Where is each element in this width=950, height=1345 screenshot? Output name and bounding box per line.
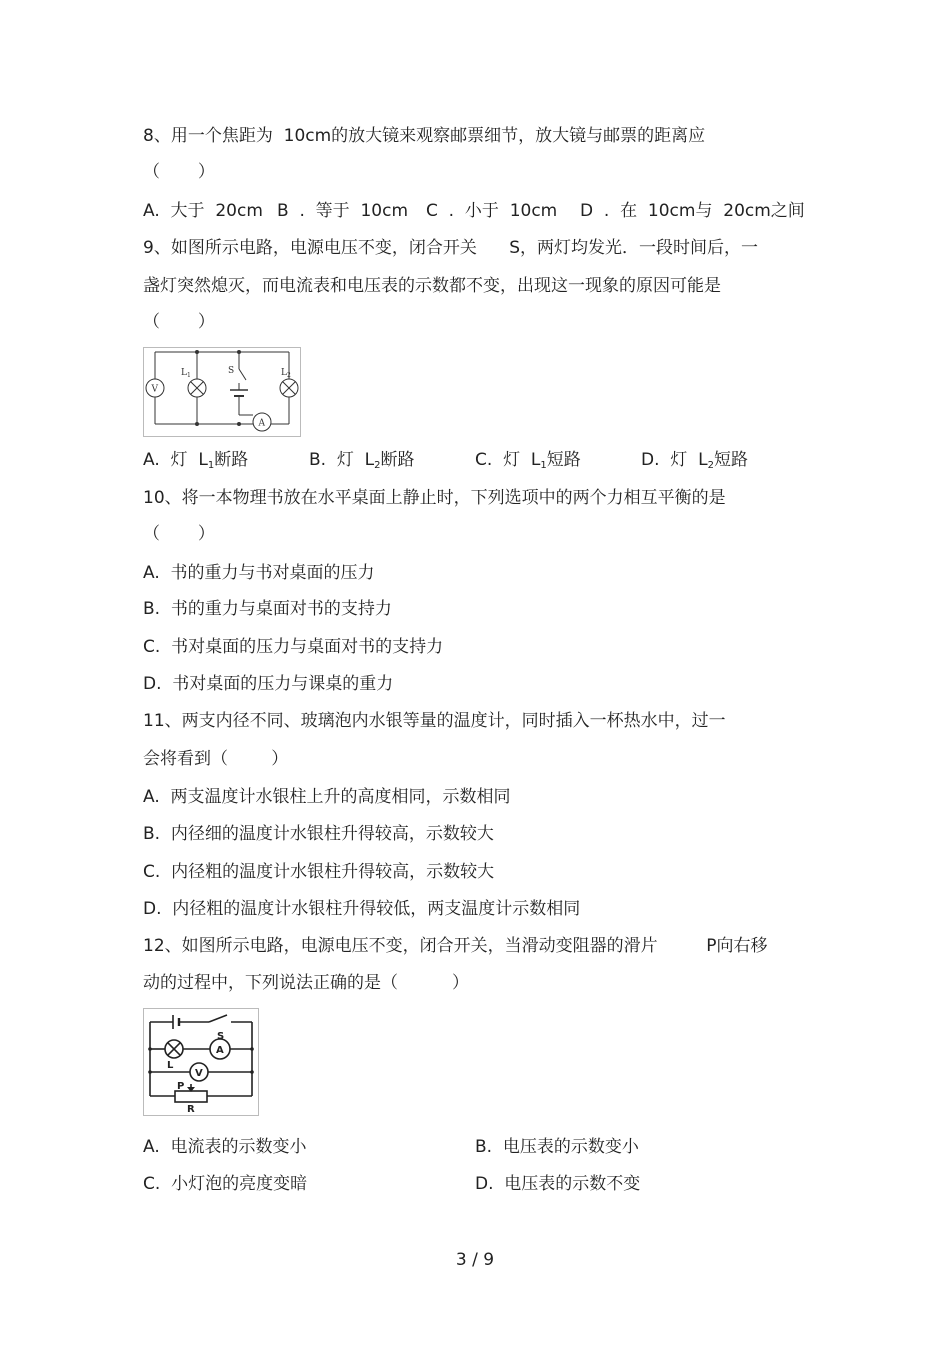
- q8-option-b: B . 等于 10cm: [277, 201, 409, 221]
- page-number: 3 / 9: [455, 1250, 495, 1270]
- q9-l1-label: L: [181, 368, 187, 378]
- q10-option-a: A. 书的重力与书对桌面的压力: [143, 563, 375, 583]
- q11-option-a: A. 两支温度计水银柱上升的高度相同，示数相同: [143, 787, 511, 807]
- q8-paren: （ ）: [143, 162, 215, 182]
- q12-lamp-label: L: [167, 1060, 174, 1071]
- q9-option-c: C. 灯 L1短路: [475, 450, 581, 471]
- q9-option-b: B. 灯 L2断路: [309, 450, 415, 471]
- q9-l2-label: L: [281, 368, 287, 378]
- q9-stem-line2: 盏灯突然熄灭，而电流表和电压表的示数都不变，出现这一现象的原因可能是: [143, 276, 721, 296]
- q11-stem-line1: 11、两支内径不同、玻璃泡内水银等量的温度计，同时插入一杯热水中，过一: [143, 711, 726, 731]
- q9-voltmeter-label: V: [151, 384, 158, 395]
- q12-option-c: C. 小灯泡的亮度变暗: [143, 1174, 308, 1194]
- q10-option-d: D. 书对桌面的压力与课桌的重力: [143, 674, 394, 694]
- q9-switch-label: S: [228, 366, 235, 376]
- q9-option-d: D. 灯 L2短路: [641, 450, 748, 471]
- q12-slider-label: P: [177, 1081, 185, 1092]
- q8-option-d: D . 在 10cm与 20cm之间: [580, 201, 805, 221]
- q10-option-b: B. 书的重力与桌面对书的支持力: [143, 599, 392, 619]
- q9-stem-line1: 9、如图所示电路，电源电压不变，闭合开关 S，两灯均发光．一段时间后，一: [143, 238, 759, 258]
- q12-option-b: B. 电压表的示数变小: [475, 1137, 639, 1157]
- q9-paren: （ ）: [143, 312, 215, 332]
- q12-ammeter-label: A: [216, 1045, 224, 1056]
- q8-stem: 8、用一个焦距为 10cm的放大镜来观察邮票细节，放大镜与邮票的距离应: [143, 126, 706, 146]
- q11-option-b: B. 内径细的温度计水银柱升得较高，示数较大: [143, 824, 494, 844]
- q8-option-a: A. 大于 20cm: [143, 201, 263, 221]
- q9-l2-sub: 2: [287, 372, 291, 379]
- q10-stem: 10、将一本物理书放在水平桌面上静止时，下列选项中的两个力相互平衡的是: [143, 488, 726, 508]
- q9-ammeter-label: A: [258, 418, 265, 429]
- q12-switch-label: S: [217, 1031, 225, 1042]
- q12-rheostat-label: R: [187, 1104, 195, 1115]
- q12-stem-line1: 12、如图所示电路，电源电压不变，闭合开关，当滑动变阻器的滑片 P向右移: [143, 936, 768, 956]
- q11-option-d: D. 内径粗的温度计水银柱升得较低，两支温度计示数相同: [143, 899, 581, 919]
- q11-option-c: C. 内径粗的温度计水银柱升得较高，示数较大: [143, 862, 495, 882]
- q12-voltmeter-label: V: [195, 1068, 203, 1079]
- q10-paren: （ ）: [143, 524, 215, 544]
- q12-option-d: D. 电压表的示数不变: [475, 1174, 641, 1194]
- q12-circuit-diagram: [143, 1008, 259, 1116]
- q12-option-a: A. 电流表的示数变小: [143, 1137, 307, 1157]
- q9-l1-sub: 1: [187, 372, 191, 379]
- q11-stem-line2: 会将看到（ ）: [143, 749, 289, 769]
- q12-stem-line2: 动的过程中，下列说法正确的是（ ）: [143, 973, 470, 993]
- q10-option-c: C. 书对桌面的压力与桌面对书的支持力: [143, 637, 444, 657]
- q9-option-a: A. 灯 L1断路: [143, 450, 249, 471]
- q9-circuit-diagram: [143, 347, 301, 437]
- q8-option-c: C . 小于 10cm: [426, 201, 558, 221]
